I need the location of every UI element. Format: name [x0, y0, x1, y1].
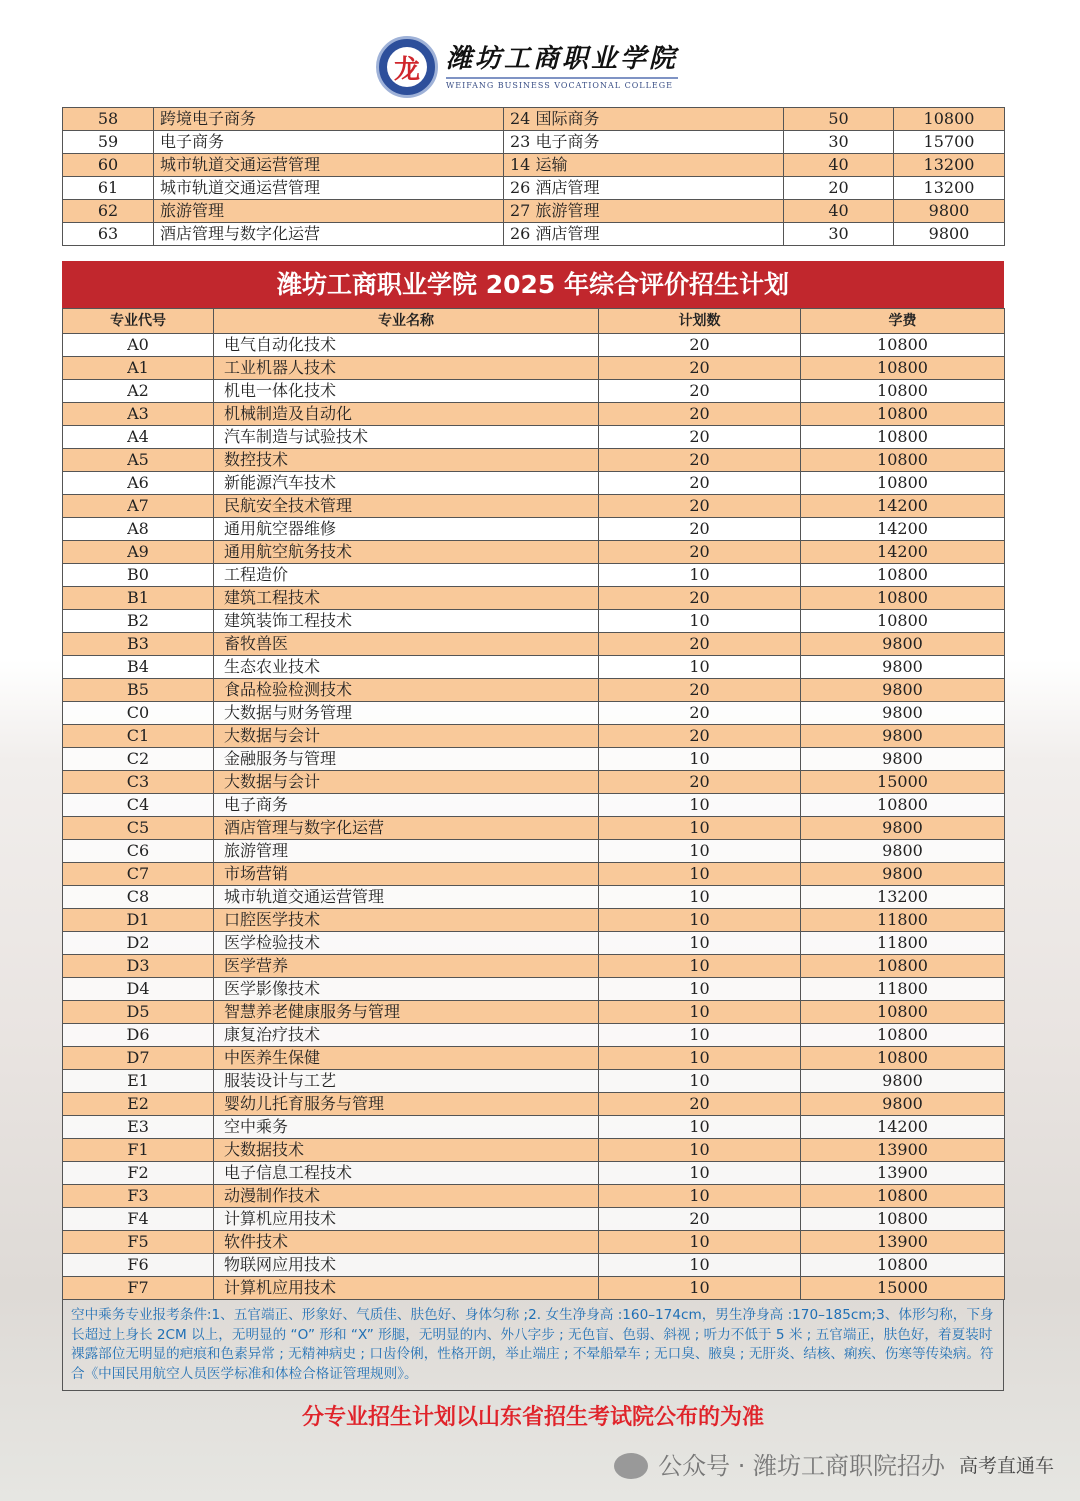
table-cell: 24 国际商务	[504, 108, 784, 131]
table-cell: D7	[63, 1047, 214, 1070]
table-row	[63, 108, 1005, 131]
table-cell: A9	[63, 541, 214, 564]
table-cell: 工业机器人技术	[214, 357, 599, 380]
table-cell: 20	[599, 771, 801, 794]
table-cell: 10	[599, 886, 801, 909]
table-row	[63, 771, 1005, 794]
table-row	[63, 380, 1005, 403]
table-cell: 58	[63, 108, 154, 131]
table-cell: 大数据与财务管理	[214, 702, 599, 725]
table-cell: 民航安全技术管理	[214, 495, 599, 518]
table-cell: 61	[63, 177, 154, 200]
table-cell: A5	[63, 449, 214, 472]
table-row	[63, 564, 1005, 587]
table-cell: 9800	[801, 725, 1005, 748]
table-cell: 通用航空器维修	[214, 518, 599, 541]
table-cell: 11800	[801, 978, 1005, 1001]
table-row	[63, 1231, 1005, 1254]
table-row	[63, 1024, 1005, 1047]
table-cell: 9800	[801, 840, 1005, 863]
table-cell: 10	[599, 564, 801, 587]
table-cell: 10	[599, 1185, 801, 1208]
table-cell: 10800	[801, 449, 1005, 472]
page-content	[62, 0, 1054, 1501]
table-cell: 10800	[801, 610, 1005, 633]
table-row	[63, 357, 1005, 380]
table-row	[63, 1093, 1005, 1116]
table-cell: F4	[63, 1208, 214, 1231]
table-cell: 10	[599, 1116, 801, 1139]
table-cell: 40	[784, 200, 894, 223]
table-cell: 城市轨道交通运营管理	[154, 177, 504, 200]
table-cell: C0	[63, 702, 214, 725]
table-cell: 20	[599, 633, 801, 656]
table-cell: A6	[63, 472, 214, 495]
table-cell: 10800	[801, 564, 1005, 587]
table-row	[63, 472, 1005, 495]
table-cell: 9800	[894, 200, 1005, 223]
enrollment-table	[62, 308, 1005, 1300]
table-cell: 15700	[894, 131, 1005, 154]
table-cell: 机电一体化技术	[214, 380, 599, 403]
table-cell: A1	[63, 357, 214, 380]
table-cell: 9800	[801, 633, 1005, 656]
table-cell: 中医养生保健	[214, 1047, 599, 1070]
table-cell: 10	[599, 817, 801, 840]
table-cell: 20	[599, 702, 801, 725]
table-cell: 市场营销	[214, 863, 599, 886]
table-row	[63, 656, 1005, 679]
table-cell: 9800	[894, 223, 1005, 246]
table-cell: 酒店管理与数字化运营	[154, 223, 504, 246]
table-cell: 14200	[801, 518, 1005, 541]
table-row	[63, 794, 1005, 817]
table-cell: 医学营养	[214, 955, 599, 978]
table-cell: 10	[599, 656, 801, 679]
table-cell: 20	[599, 403, 801, 426]
table-cell: 20	[599, 472, 801, 495]
table-cell: 20	[599, 725, 801, 748]
table-row	[63, 587, 1005, 610]
table-cell: 20	[784, 177, 894, 200]
table-cell: 大数据技术	[214, 1139, 599, 1162]
table-cell: 10	[599, 840, 801, 863]
table-cell: 10	[599, 978, 801, 1001]
table-cell: 9800	[801, 1070, 1005, 1093]
table-cell: 20	[599, 1208, 801, 1231]
table-cell: 跨境电子商务	[154, 108, 504, 131]
table-cell: 13200	[801, 886, 1005, 909]
table-cell: 金融服务与管理	[214, 748, 599, 771]
table-cell: C4	[63, 794, 214, 817]
table-cell: 10	[599, 863, 801, 886]
table-row	[63, 955, 1005, 978]
table-cell: 15000	[801, 771, 1005, 794]
table-cell: D6	[63, 1024, 214, 1047]
table-cell: A3	[63, 403, 214, 426]
table-row	[63, 633, 1005, 656]
table-cell: 23 电子商务	[504, 131, 784, 154]
table-cell: 城市轨道交通运营管理	[154, 154, 504, 177]
table-cell: 畜牧兽医	[214, 633, 599, 656]
table-row	[63, 541, 1005, 564]
table-cell: 软件技术	[214, 1231, 599, 1254]
table-row	[63, 177, 1005, 200]
table-cell: 物联网应用技术	[214, 1254, 599, 1277]
table-cell: C3	[63, 771, 214, 794]
table-cell: 13200	[894, 154, 1005, 177]
table-cell: 14 运输	[504, 154, 784, 177]
table-cell: 20	[599, 334, 801, 357]
table-cell: E3	[63, 1116, 214, 1139]
seal-icon: 龙	[376, 36, 438, 98]
table-cell: 计算机应用技术	[214, 1208, 599, 1231]
table-cell: 20	[599, 679, 801, 702]
table-row	[63, 495, 1005, 518]
table-cell: 智慧养老健康服务与管理	[214, 1001, 599, 1024]
page-title: 潍坊工商职业学院 2025 年综合评价招生计划	[62, 261, 1004, 308]
table-cell: E2	[63, 1093, 214, 1116]
table-row	[63, 426, 1005, 449]
table-cell: A2	[63, 380, 214, 403]
table-row	[63, 817, 1005, 840]
table-cell: B1	[63, 587, 214, 610]
table-cell: 30	[784, 131, 894, 154]
school-name-cn: 潍坊工商职业学院	[446, 44, 679, 74]
table-cell: C8	[63, 886, 214, 909]
table-cell: 9800	[801, 863, 1005, 886]
table-cell: 电子商务	[154, 131, 504, 154]
table-row	[63, 702, 1005, 725]
table-cell: 电子信息工程技术	[214, 1162, 599, 1185]
table-cell: 40	[784, 154, 894, 177]
table-row	[63, 840, 1005, 863]
previous-table	[62, 107, 1005, 246]
col-code: 专业代号	[63, 309, 214, 334]
table-cell: 9800	[801, 748, 1005, 771]
table-row	[63, 610, 1005, 633]
table-cell: B0	[63, 564, 214, 587]
table-cell: 空中乘务	[214, 1116, 599, 1139]
table-cell: 27 旅游管理	[504, 200, 784, 223]
table-cell: 婴幼儿托育服务与管理	[214, 1093, 599, 1116]
table-cell: 医学检验技术	[214, 932, 599, 955]
watermark	[614, 1451, 945, 1481]
table-cell: 10800	[801, 403, 1005, 426]
table-cell: 生态农业技术	[214, 656, 599, 679]
table-cell: 10	[599, 1162, 801, 1185]
table-cell: 医学影像技术	[214, 978, 599, 1001]
table-cell: 20	[599, 357, 801, 380]
table-cell: 10800	[801, 380, 1005, 403]
table-cell: B2	[63, 610, 214, 633]
school-logo	[376, 34, 1004, 100]
table-cell: 10	[599, 1231, 801, 1254]
table-row	[63, 154, 1005, 177]
table-row	[63, 725, 1005, 748]
footer-notice: 分专业招生计划以山东省招生考试院公布的为准	[301, 1405, 764, 1430]
table-cell: 14200	[801, 495, 1005, 518]
table-cell: 63	[63, 223, 154, 246]
table-cell: 14200	[801, 1116, 1005, 1139]
table-row	[63, 1185, 1005, 1208]
table-cell: 9800	[801, 1093, 1005, 1116]
table-row	[63, 449, 1005, 472]
table-cell: 旅游管理	[214, 840, 599, 863]
table-cell: 旅游管理	[154, 200, 504, 223]
table-cell: 11800	[801, 932, 1005, 955]
table-row	[63, 200, 1005, 223]
table-row	[63, 1254, 1005, 1277]
table-cell: 10800	[801, 426, 1005, 449]
table-cell: 20	[599, 495, 801, 518]
table-cell: 10	[599, 1024, 801, 1047]
table-cell: 10	[599, 748, 801, 771]
table-row	[63, 1139, 1005, 1162]
flight-attendant-note: 空中乘务专业报考条件:1、五官端正、形象好、气质佳、肤色好、身体匀称 ;2. 女生净身高 :160–174cm，男生净身高 :170–185cm;3、体形匀称，下身长超过上身长 2CM 以上，无明显的 “O” 形和 “X” 形腿，无明显的内、外八字步 ; 无色盲、色弱、斜视 ; 听力不低于 5 米 ; 五官端正，肤色好，着夏装时裸露部位无明显的疤痕和色素异常 ; 无精神病史 ; 口齿伶俐，性格开朗，举止端庄 ; 不晕船晕车 ; 无口臭、腋臭 ; 无肝炎、结核、痢疾、伤寒等传染病。符合《中国民用航空人员医学标准和体检合格证管理规则》。	[62, 1300, 1004, 1391]
table-cell: 10800	[801, 357, 1005, 380]
table-cell: 10	[599, 955, 801, 978]
table-cell: 13900	[801, 1231, 1005, 1254]
table-cell: 10800	[801, 472, 1005, 495]
table-cell: 20	[599, 1093, 801, 1116]
table-cell: 60	[63, 154, 154, 177]
table-cell: 动漫制作技术	[214, 1185, 599, 1208]
table-row	[63, 932, 1005, 955]
col-name: 专业名称	[214, 309, 599, 334]
table-row	[63, 403, 1005, 426]
table-cell: C6	[63, 840, 214, 863]
table-row	[63, 863, 1005, 886]
table-cell: 15000	[801, 1277, 1005, 1300]
table-row	[63, 748, 1005, 771]
table-cell: 20	[599, 587, 801, 610]
table-cell: 13900	[801, 1139, 1005, 1162]
table-cell: 城市轨道交通运营管理	[214, 886, 599, 909]
table-cell: 建筑工程技术	[214, 587, 599, 610]
table-cell: 50	[784, 108, 894, 131]
table-cell: 20	[599, 380, 801, 403]
col-plan: 计划数	[599, 309, 801, 334]
table-cell: 14200	[801, 541, 1005, 564]
table-cell: 10	[599, 1001, 801, 1024]
table-cell: 10	[599, 1047, 801, 1070]
table-cell: 10	[599, 1254, 801, 1277]
table-cell: F1	[63, 1139, 214, 1162]
table-cell: 20	[599, 518, 801, 541]
table-row	[63, 978, 1005, 1001]
table-cell: 10800	[801, 1047, 1005, 1070]
table-row	[63, 1116, 1005, 1139]
table-cell: D4	[63, 978, 214, 1001]
table-cell: F2	[63, 1162, 214, 1185]
table-cell: 10	[599, 909, 801, 932]
table-cell: D2	[63, 932, 214, 955]
table-row	[63, 1208, 1005, 1231]
table-cell: 9800	[801, 679, 1005, 702]
table-cell: 汽车制造与试验技术	[214, 426, 599, 449]
table-cell: 13200	[894, 177, 1005, 200]
table-cell: 10800	[894, 108, 1005, 131]
watermark-2: 高考直通车	[958, 1455, 1054, 1477]
table-cell: C1	[63, 725, 214, 748]
table-cell: 新能源汽车技术	[214, 472, 599, 495]
table-row	[63, 518, 1005, 541]
table-cell: C2	[63, 748, 214, 771]
table-cell: 9800	[801, 702, 1005, 725]
table-cell: 10	[599, 1277, 801, 1300]
table-cell: 10800	[801, 1208, 1005, 1231]
table-cell: 酒店管理与数字化运营	[214, 817, 599, 840]
table-cell: A0	[63, 334, 214, 357]
table-cell: 10800	[801, 1001, 1005, 1024]
table-row	[63, 1001, 1005, 1024]
table-cell: A4	[63, 426, 214, 449]
table-cell: 大数据与会计	[214, 771, 599, 794]
table-row	[63, 909, 1005, 932]
table-cell: F3	[63, 1185, 214, 1208]
table-header	[63, 309, 1005, 334]
table-row	[63, 1070, 1005, 1093]
table-row	[63, 1047, 1005, 1070]
table-cell: 10	[599, 932, 801, 955]
table-row	[63, 679, 1005, 702]
table-cell: F6	[63, 1254, 214, 1277]
table-cell: 工程造价	[214, 564, 599, 587]
table-cell: 10	[599, 794, 801, 817]
table-cell: 大数据与会计	[214, 725, 599, 748]
table-cell: 10	[599, 1139, 801, 1162]
table-cell: C7	[63, 863, 214, 886]
table-cell: 26 酒店管理	[504, 223, 784, 246]
table-cell: 服装设计与工艺	[214, 1070, 599, 1093]
table-cell: 10800	[801, 955, 1005, 978]
table-cell: 20	[599, 541, 801, 564]
table-cell: 11800	[801, 909, 1005, 932]
table-cell: F5	[63, 1231, 214, 1254]
table-cell: 10800	[801, 1254, 1005, 1277]
table-row	[63, 334, 1005, 357]
table-cell: 10800	[801, 334, 1005, 357]
table-row	[63, 1162, 1005, 1185]
table-cell: 59	[63, 131, 154, 154]
table-cell: 13900	[801, 1162, 1005, 1185]
table-cell: 10	[599, 1070, 801, 1093]
table-cell: 口腔医学技术	[214, 909, 599, 932]
table-row	[63, 1277, 1005, 1300]
table-cell: A7	[63, 495, 214, 518]
table-cell: 电气自动化技术	[214, 334, 599, 357]
table-cell: 20	[599, 449, 801, 472]
table-cell: 食品检验检测技术	[214, 679, 599, 702]
table-cell: 30	[784, 223, 894, 246]
table-cell: 机械制造及自动化	[214, 403, 599, 426]
table-cell: F7	[63, 1277, 214, 1300]
table-cell: D5	[63, 1001, 214, 1024]
table-cell: 10800	[801, 1185, 1005, 1208]
table-cell: D1	[63, 909, 214, 932]
table-cell: 9800	[801, 817, 1005, 840]
watermark-text: 公众号 · 潍坊工商职院招办	[658, 1452, 945, 1480]
school-name-en: WEIFANG BUSINESS VOCATIONAL COLLEGE	[446, 77, 678, 91]
watermark-row	[62, 1451, 1054, 1481]
table-cell: 10800	[801, 587, 1005, 610]
table-cell: C5	[63, 817, 214, 840]
table-cell: B4	[63, 656, 214, 679]
table-cell: 62	[63, 200, 154, 223]
col-fee: 学费	[801, 309, 1005, 334]
table-cell: 9800	[801, 656, 1005, 679]
table-row	[63, 223, 1005, 246]
table-cell: A8	[63, 518, 214, 541]
table-cell: 10	[599, 610, 801, 633]
table-cell: B5	[63, 679, 214, 702]
table-cell: 康复治疗技术	[214, 1024, 599, 1047]
table-cell: 建筑装饰工程技术	[214, 610, 599, 633]
wechat-icon	[614, 1453, 648, 1479]
table-cell: 10800	[801, 1024, 1005, 1047]
table-cell: 26 酒店管理	[504, 177, 784, 200]
table-cell: E1	[63, 1070, 214, 1093]
table-cell: 电子商务	[214, 794, 599, 817]
table-cell: D3	[63, 955, 214, 978]
table-cell: B3	[63, 633, 214, 656]
table-cell: 数控技术	[214, 449, 599, 472]
table-cell: 20	[599, 426, 801, 449]
table-cell: 计算机应用技术	[214, 1277, 599, 1300]
table-cell: 10800	[801, 794, 1005, 817]
table-row	[63, 886, 1005, 909]
table-row	[63, 131, 1005, 154]
table-cell: 通用航空航务技术	[214, 541, 599, 564]
